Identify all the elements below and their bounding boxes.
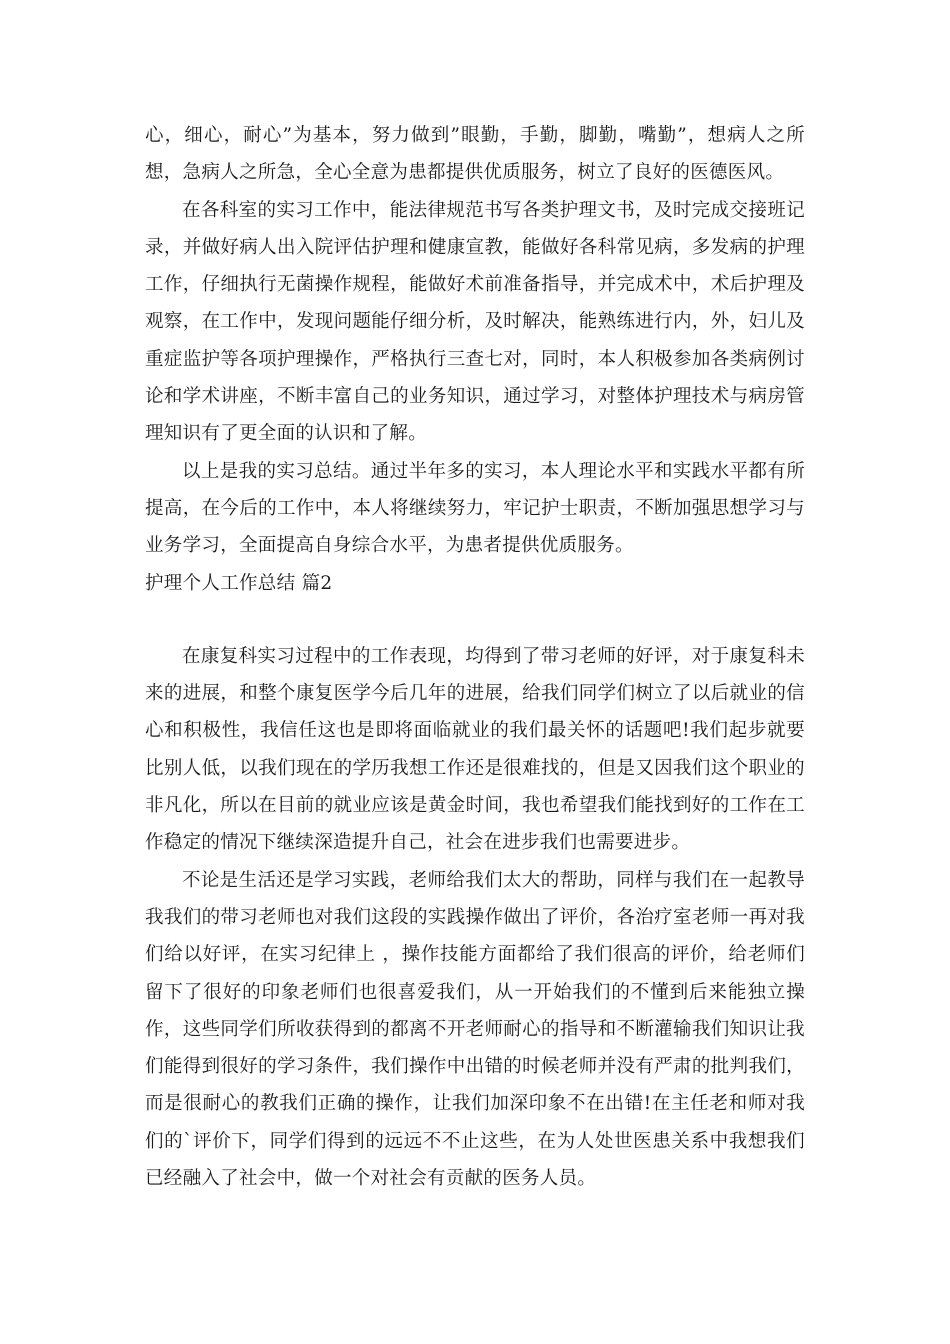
paragraph-2: 在各科室的实习工作中，能法律规范书写各类护理文书，及时完成交接班记录，并做好病人出入院评估护理和健康宣教，能做好各科常见病，多发病的护理工作，仔细执行无菌操作规程，能做好术前准备指导，并完成术中，术后护理及观察，在工作中，发现问题能仔细分析，及时解决，能熟练进行内，外，妇儿及重症监护等各项护理操作，严格执行三查七对，同时，本人积极参加各类病例讨论和学术讲座，不断丰富自己的业务知识，通过学习，对整体护理技术与病房管理知识有了更全面的认识和了解。	[145, 199, 805, 445]
section-heading: 护理个人工作总结 篇2	[145, 572, 333, 594]
section-spacer	[145, 602, 805, 638]
paragraph-1: 心，细心，耐心”为基本，努力做到”眼勤，手勤，脚勤，嘴勤”，想病人之所想，急病人之所急，全心全意为患都提供优质服务，树立了良好的医德医风。	[145, 125, 805, 184]
paragraph-3: 以上是我的实习总结。通过半年多的实习，本人理论水平和实践水平都有所提高，在今后的工作中，本人将继续努力，牢记护士职责，不断加强思想学习与业务学习，全面提高自身综合水平，为患者提供优质服务。	[145, 460, 805, 557]
document-body	[145, 117, 805, 1197]
paragraph-5: 不论是生活还是学习实践，老师给我们太大的帮助，同样与我们在一起教导我我们的带习老师也对我们这段的实践操作做出了评价，各治疗室老师一再对我们给以好评，在实习纪律上 ，操作技能方面都给了我们很高的评价，给老师们留下了很好的印象老师们也很喜爱我们，从一开始我们的不懂到后来能独立操作，这些同学们所收获得到的都离不开老师耐心的指导和不断灌输我们知识让我们能得到很好的学习条件，我们操作中出错的时候老师并没有严肃的批判我们，而是很耐心的教我们正确的操作，让我们加深印象不在出错!在主任老和师对我们的`评价下，同学们得到的远远不不止这些，在为人处世医患关系中我想我们已经融入了社会中，做一个对社会有贡献的医务人员。	[145, 869, 805, 1190]
paragraph-4: 在康复科实习过程中的工作表现，均得到了带习老师的好评，对于康复科未来的进展，和整个康复医学今后几年的进展，给我们同学们树立了以后就业的信心和积极性，我信任这也是即将面临就业的我们最关怀的话题吧!我们起步就要比别人低，以我们现在的学历我想工作还是很难找的，但是又因我们这个职业的非凡化，所以在目前的就业应该是黄金时间，我也希望我们能找到好的工作在工作稳定的情况下继续深造提升自己，社会在进步我们也需要进步。	[145, 645, 805, 854]
